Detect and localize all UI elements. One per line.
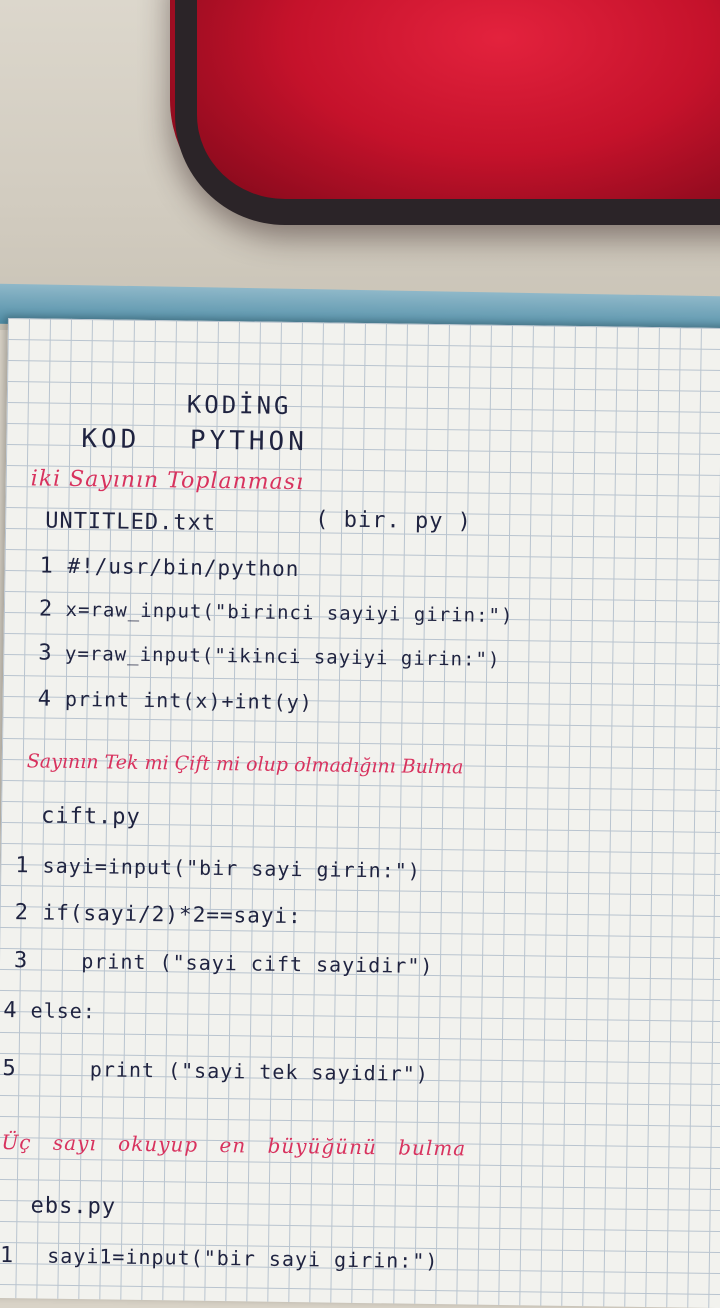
line-number: 5	[2, 1055, 17, 1082]
section-heading-odd-even: Sayının Tek mi Çift mi olup olmadığını Bulma	[26, 750, 464, 779]
page-title: KODİNG	[186, 390, 292, 420]
line-number: 1	[0, 1242, 15, 1269]
filename-cift-py: cift.py	[40, 803, 141, 830]
code-line	[15, 900, 302, 929]
code-line	[0, 1243, 439, 1274]
code-line	[39, 553, 299, 582]
code-line	[3, 998, 96, 1024]
code-line	[15, 853, 421, 884]
code-text: print int(x)+int(y)	[64, 686, 313, 715]
filename-untitled: UNTITLED.txt	[44, 508, 217, 536]
line-number: 3	[38, 640, 53, 666]
line-number: 2	[38, 596, 54, 622]
code-text: sayi=input("bir sayi girin:")	[42, 853, 421, 883]
section-heading-largest: Üç sayı okuyup en büyüğünü bulma	[1, 1129, 467, 1161]
filename-bir-py: ( bir. py )	[315, 507, 473, 535]
code-line	[14, 948, 434, 979]
code-line	[39, 596, 514, 628]
section-heading-sum: iki Sayının Toplanması	[30, 466, 305, 496]
code-line	[38, 686, 313, 715]
code-line	[2, 1056, 429, 1087]
code-text: y=raw_input("ikinci sayiyi girin:")	[64, 642, 501, 671]
code-text: print ("sayi tek sayidir")	[89, 1057, 430, 1086]
line-number: 2	[14, 900, 30, 926]
line-number: 3	[13, 948, 29, 974]
code-text: else:	[30, 998, 97, 1024]
line-number: 4	[3, 998, 18, 1024]
line-number: 1	[15, 853, 30, 879]
code-text: #!/usr/bin/python	[67, 553, 300, 582]
line-number: 4	[37, 686, 53, 712]
notebook-page	[0, 318, 720, 1308]
code-text: if(sayi/2)*2==sayi:	[42, 900, 302, 929]
filename-ebs-py: ebs.py	[30, 1193, 117, 1220]
page-subtitle: KOD PYTHON	[81, 424, 309, 458]
code-line	[38, 640, 500, 671]
code-text: x=raw_input("birinci sayiyi girin:")	[65, 598, 514, 628]
code-text: print ("sayi cift sayidir")	[81, 949, 434, 979]
line-number: 1	[39, 553, 54, 579]
bag-strap	[175, 0, 720, 225]
code-text: sayi1=input("bir sayi girin:")	[47, 1243, 439, 1274]
